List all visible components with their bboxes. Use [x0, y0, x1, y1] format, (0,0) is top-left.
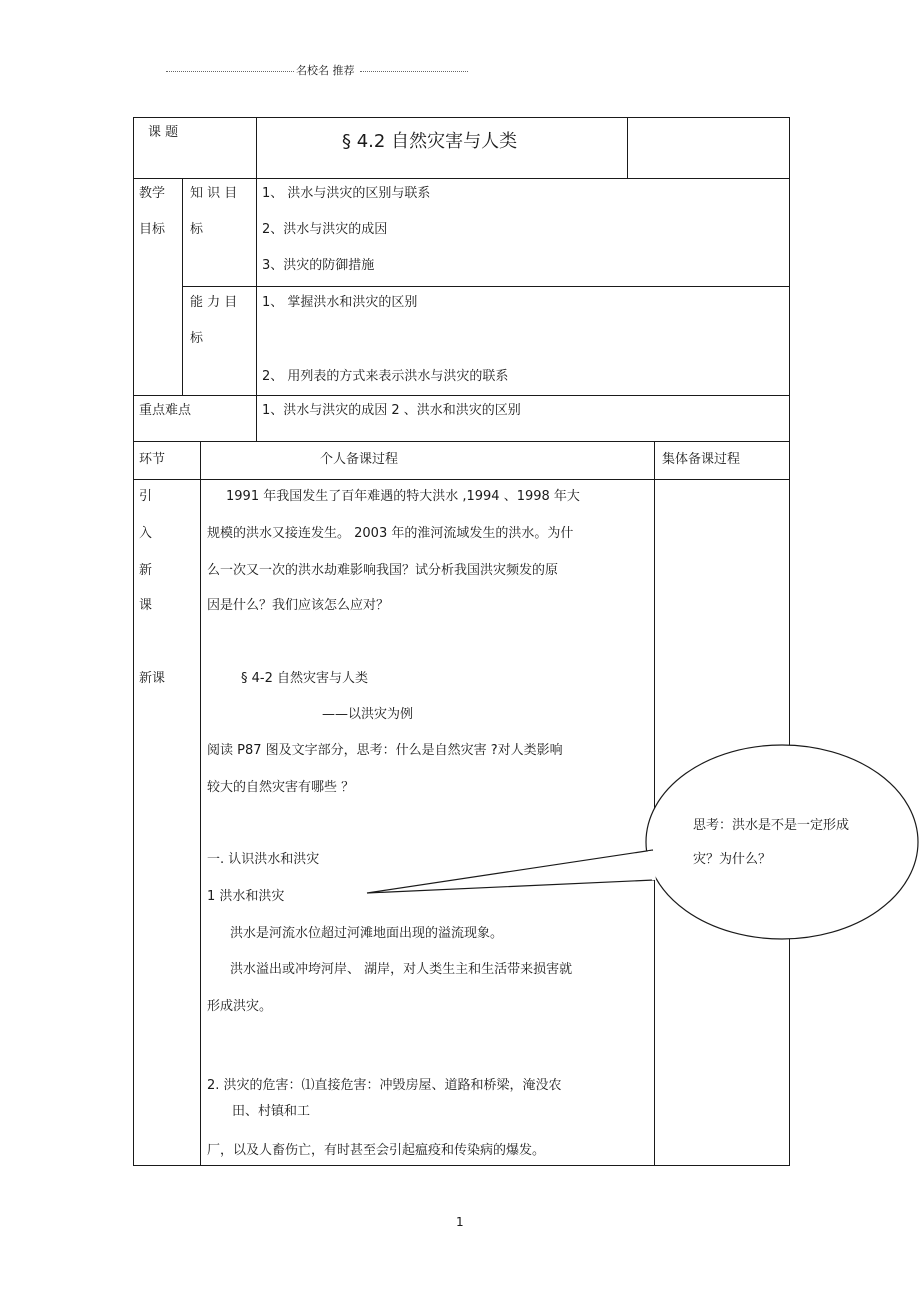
key-points-text: 1、洪水与洪灾的成因 2 、洪水和洪灾的区别 [262, 403, 521, 418]
ability-item: 2、 用列表的方式来表示洪水与洪灾的联系 [262, 369, 509, 384]
knowledge-item: 3、洪灾的防御措施 [262, 258, 375, 273]
page-number: 1 [456, 1215, 464, 1229]
lesson-subtitle: ——以洪灾为例 [322, 707, 414, 722]
intro-char: 入 [139, 526, 153, 541]
header-personal: 个人备课过程 [320, 452, 399, 467]
intro-line: 规模的洪水又接连发生。 2003 年的淮河流域发生的洪水。为什 [207, 526, 574, 541]
intro-line: 1991 年我国发生了百年难遇的特大洪水 ,1994 、1998 年大 [226, 489, 580, 504]
callout-text: 思考：洪水是不是一定形成 [693, 818, 850, 833]
knowledge-label-line-2: 标 [190, 222, 204, 237]
flood-definition: 洪水是河流水位超过河滩地面出现的溢流现象。 [230, 926, 504, 941]
topic-title: § 4.2 自然灾害与人类 [342, 131, 518, 152]
ability-item: 1、 掌握洪水和洪灾的区别 [262, 295, 418, 310]
intro-char: 课 [139, 598, 153, 613]
new-lesson-label: 新课 [139, 671, 166, 686]
reading-line: 较大的自然灾害有哪些 ？ [207, 780, 355, 795]
intro-char: 新 [139, 563, 153, 578]
ability-label-line-2: 标 [190, 331, 204, 346]
subsection-1-title: 1 洪水和洪灾 [207, 889, 285, 904]
header-collective: 集体备课过程 [662, 452, 741, 467]
callout-text: 灾？为什么？ [693, 852, 772, 867]
harm-line: 2. 洪灾的危害：⑴直接危害：冲毁房屋、道路和桥梁，淹没农 [207, 1078, 562, 1093]
header-text: 名校名 推荐 [296, 64, 355, 77]
flood-disaster-definition: 洪水溢出或冲垮河岸、 湖岸，对人类生主和生活带来损害就 [230, 962, 573, 977]
intro-line: 么一次又一次的洪水劫难影响我国？试分析我国洪灾频发的原 [207, 563, 559, 578]
topic-label: 课 题 [148, 125, 179, 140]
harm-line: 厂，以及人畜伤亡，有时甚至会引起瘟疫和传染病的爆发。 [207, 1143, 546, 1158]
intro-char: 引 [139, 489, 153, 504]
knowledge-item: 1、 洪水与洪灾的区别与联系 [262, 186, 431, 201]
header-section: 环节 [139, 452, 166, 467]
goal-label-line-2: 目标 [139, 222, 166, 237]
goal-label-line-1: 教学 [139, 186, 166, 201]
knowledge-label-line-1: 知 识 目 [190, 186, 238, 201]
reading-line: 阅读 P87 图及文字部分，思考：什么是自然灾害 ?对人类影响 [207, 743, 563, 758]
ability-label-line-1: 能 力 目 [190, 295, 238, 310]
key-points-label: 重点难点 [139, 403, 192, 418]
section-1-title: 一. 认识洪水和洪灾 [207, 852, 320, 867]
intro-line: 因是什么？我们应该怎么应对？ [207, 598, 390, 613]
flood-disaster-definition: 形成洪灾。 [207, 999, 273, 1014]
lesson-title: § 4-2 自然灾害与人类 [241, 671, 368, 686]
knowledge-item: 2、洪水与洪灾的成因 [262, 222, 388, 237]
harm-line: 田、村镇和工 [232, 1104, 311, 1119]
